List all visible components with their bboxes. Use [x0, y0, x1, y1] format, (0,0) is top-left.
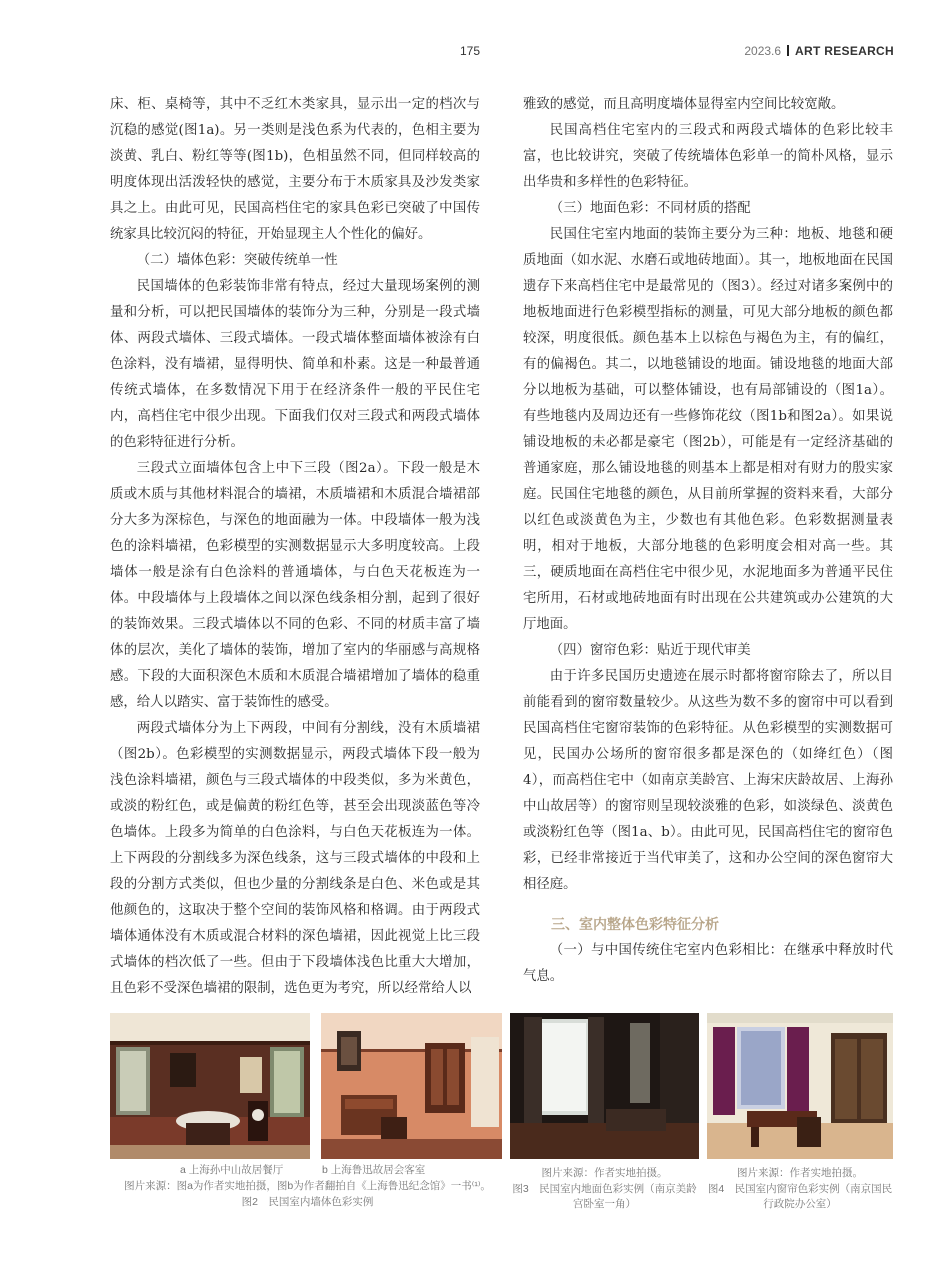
paragraph: 三段式立面墙体包含上中下三段（图2a）。下段一般是木质或木质与其他材料混合的墙裙，木质墙裙和木质混合墙裙部分大多为深棕色，与深色的地面融为一体。中段墙体一般为浅色的涂料墙裙，色彩模型的实测数据显示大多明度较高。上段墙体一般是涂有白色涂料的普通墙体，与白色天花板连为一体。中段墙体与上段墙体之间以深色线条相分割，起到了很好的装饰效果。三段式墙体以不同的色彩、不同的材质丰富了墙体的层次，美化了墙体的装饰，增加了室内的华丽感与高规格感。下段的大面积深色木质和木质混合墙裙增加了墙体的稳重感，给人以踏实、富于装饰性的感受。 — [110, 461, 480, 710]
right-column — [523, 92, 893, 990]
figure-2a-label: a 上海孙中山故居餐厅 — [180, 1164, 284, 1176]
figure-3-source: 图片来源：作者实地拍摄。 — [541, 1167, 668, 1179]
figure-4-photo — [707, 1013, 893, 1159]
paragraph: 民国住宅室内地面的装饰主要分为三种：地板、地毯和硬质地面（如水泥、水磨石或地砖地面）。其一，地板地面在民国遗存下来高档住宅中是最常见的（图3）。经过对诸多案例中的地板地面进行色彩模型指标的测量，可见大部分地板的颜色都较深，明度很低。颜色基本上以棕色与褐色为主，有的偏红，有的偏褐色。其二，以地毯铺设的地面。铺设地毯的地面大部分以地板为基础，可以整体铺设，也有局部铺设的（图1a）。有些地毯内及周边还有一些修饰花纹（图1b和图2a）。如果说铺设地板的未必都是豪宅（图2b），可能是有一定经济基础的普通家庭，那么铺设地毯的则基本上都是相对有财力的殷实家庭。民国住宅地毯的颜色，从目前所掌握的资料来看，大部分以红色或淡黄色为主，少数也有其他色彩。色彩数据测量表明，相对于地板，大部分地毯的色彩明度会相对高一些。其三，硬质地面在高档住宅中很少见，水泥地面多为普通平民住宅所用，石材或地砖地面有时出现在公共建筑或办公建筑的大厅地面。 — [523, 227, 893, 632]
paragraph: 民国墙体的色彩装饰非常有特点，经过大量现场案例的测量和分析，可以把民国墙体的装饰分为三种，分别是一段式墙体、两段式墙体、三段式墙体。一段式墙体整面墙体被涂有白色涂料，没有墙裙，显得明快、简单和朴素。这是一种最普通传统式墙体，在多数情况下用于在经济条件一般的平民住宅内，高档住宅中很少出现。下面我们仅对三段式和两段式墙体的色彩特征进行分析。 — [110, 279, 480, 450]
paragraph: 由于许多民国历史遗迹在展示时都将窗帘除去了，所以目前能看到的窗帘数量较少。从这些为数不多的窗帘中可以看到民国高档住宅窗帘装饰的色彩特征。从色彩模型的实测数据可见，民国办公场所的窗帘很多都是深色的（如绛红色）（图4），而高档住宅中（如南京美龄宫、上海宋庆龄故居、上海孙中山故居等）的窗帘则呈现较淡雅的色彩，如淡绿色、淡黄色或淡粉红色等（图1a、b）。由此可见，民国高档住宅的窗帘色彩，已经非常接近于当代审美了，这和办公空间的深色窗帘大相径庭。 — [523, 669, 893, 892]
header-divider — [787, 45, 789, 56]
paragraph: 民国高档住宅室内的三段式和两段式墙体的色彩比较丰富，也比较讲究，突破了传统墙体色彩单一的简朴风格，显示出华贵和多样性的色彩特征。 — [523, 123, 893, 190]
subsection-heading-curtain: （四）窗帘色彩：贴近于现代审美 — [549, 643, 751, 658]
paragraph: 床、柜、桌椅等，其中不乏红木类家具，显示出一定的档次与沉稳的感觉(图1a)。另一类则是浅色系为代表的，色相主要为淡黄、乳白、粉红等等(图1b)，色相虽然不同，但同样较高的明度体现出活泼轻快的感觉，主要分布于木质家具及沙发类家具之上。由此可见，民国高档住宅的家具色彩已突破了中国传统家具比较沉闷的特征，开始显现主人个性化的偏好。 — [110, 97, 480, 242]
figure-2-title: 图2 民国室内墙体色彩实例 — [241, 1196, 374, 1208]
figure-4-source: 图片来源：作者实地拍摄。 — [737, 1167, 863, 1179]
figure-4-title: 图4 民国室内窗帘色彩实例（南京国民行政院办公室） — [707, 1183, 893, 1210]
figure-2-source: 图片来源：图a为作者实地拍摄，图b为作者翻拍自《上海鲁迅纪念馆》一书⁽¹⁾。 — [124, 1180, 491, 1192]
figure-2a-photo — [110, 1013, 310, 1159]
figure-2b-label: b 上海鲁迅故居会客室 — [322, 1164, 426, 1176]
section-title: 三、室内整体色彩特征分析 — [551, 917, 719, 933]
subsection-heading-wall: （二）墙体色彩：突破传统单一性 — [136, 253, 338, 268]
figure-2b-photo — [321, 1013, 502, 1159]
page-number: 175 — [459, 44, 481, 58]
journal-header — [744, 44, 894, 58]
paragraph: 两段式墙体分为上下两段，中间有分割线，没有木质墙裙（图2b）。色彩模型的实测数据显示，两段式墙体下段一般为浅色涂料墙裙，颜色与三段式墙体的中段类似，多为米黄色，或淡的粉红色，或是偏黄的粉红色等，甚至会出现淡蓝色等冷色墙体。上段多为简单的白色涂料，与白色天花板连为一体。上下两段的分割线多为深色线条，这与三段式墙体的中段和上段的分割方式类似，但也少量的分割线条是白色、米色或是其他颜色的，这取决于整个空间的装饰风格和格调。由于两段式墙体通体没有木质或混合材料的深色墙裙，因此视觉上比三段式墙体的档次低了一些。但由于下段墙体浅色比重大大增加，且色彩不受深色墙裙的限制，选色更为考究，所以经常给人以 — [110, 721, 480, 996]
figure-3-photo — [510, 1013, 699, 1159]
left-column — [110, 92, 480, 1002]
paragraph: （一）与中国传统住宅室内色彩相比：在继承中释放时代气息。 — [523, 943, 893, 984]
issue-number: 2023.6 — [744, 44, 782, 58]
figure-3-title: 图3 民国室内地面色彩实例（南京美龄宫卧室一角） — [512, 1183, 697, 1210]
paragraph: 雅致的感觉，而且高明度墙体显得室内空间比较宽敞。 — [523, 97, 845, 112]
subsection-heading-floor: （三）地面色彩：不同材质的搭配 — [549, 201, 751, 216]
journal-name: ART RESEARCH — [795, 44, 894, 58]
